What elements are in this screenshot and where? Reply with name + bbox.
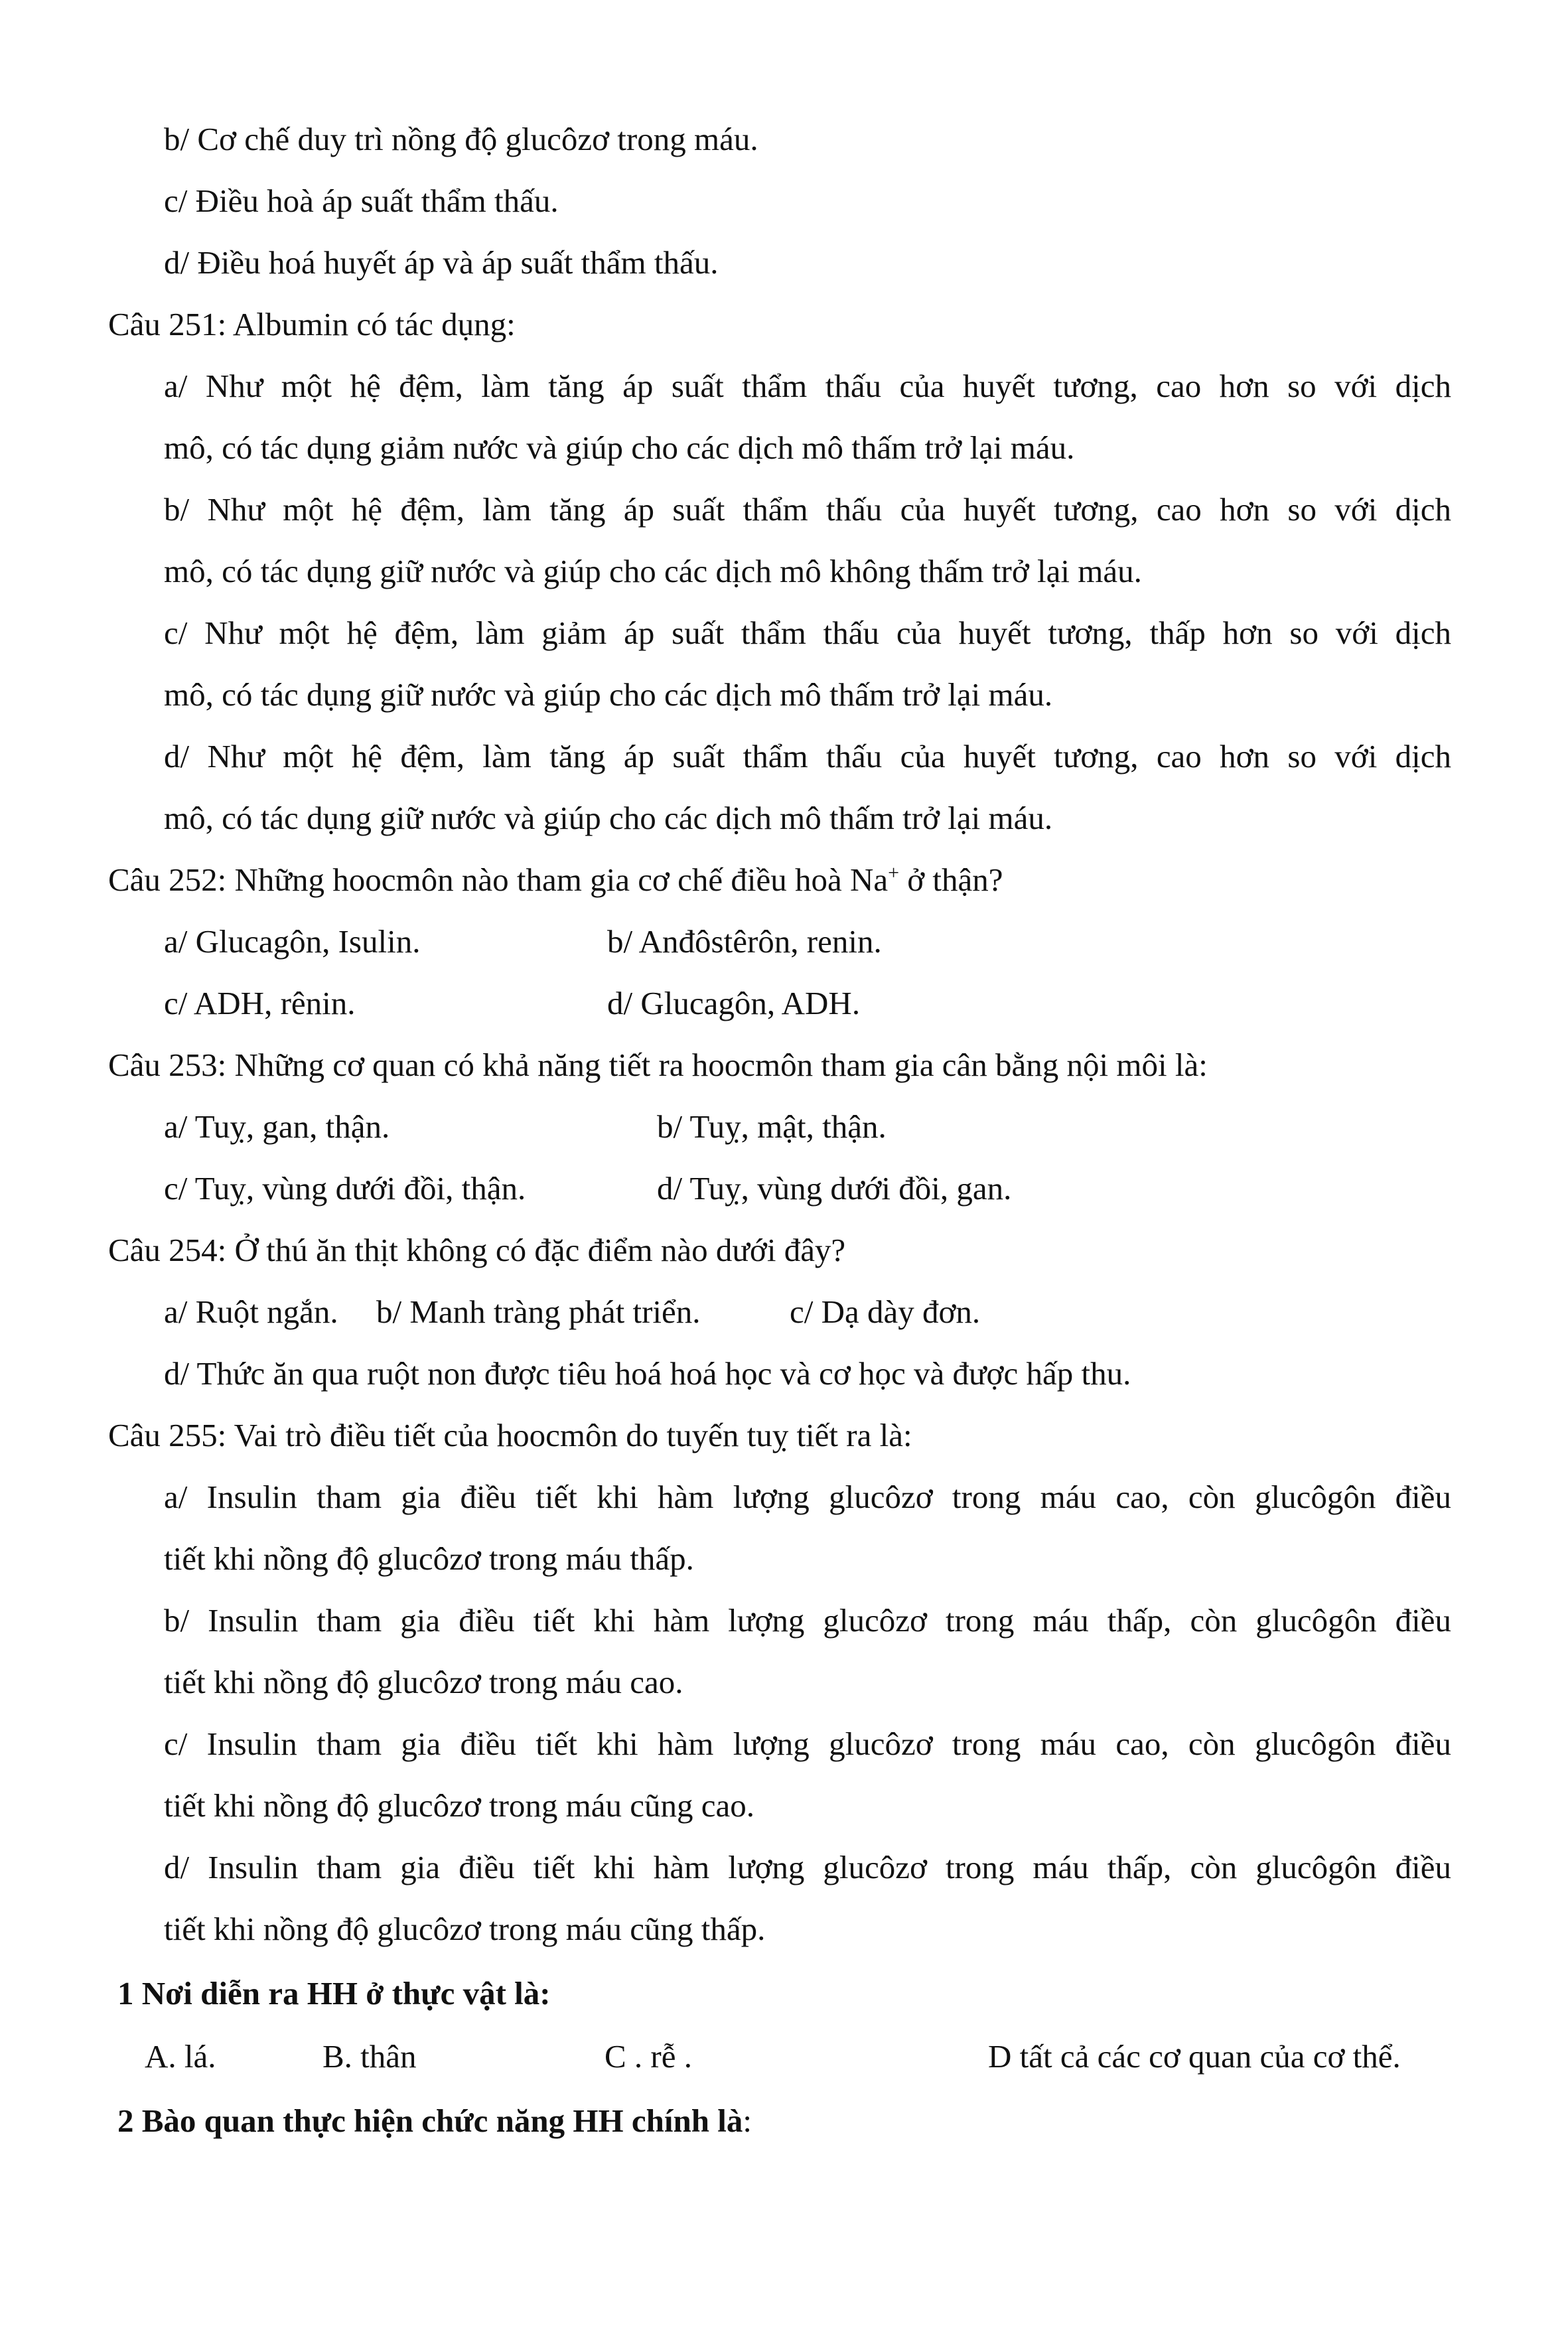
question-252	[108, 860, 1003, 900]
hh-question-1: 1 Nơi diễn ra HH ở thực vật là:	[117, 1975, 551, 2012]
q251-option-b-line2: mô, có tác dụng giữ nước và giúp cho các dịch mô không thấm trở lại máu.	[164, 553, 1142, 589]
q255-option-a-line2: tiết khi nồng độ glucôzơ trong máu thấp.	[164, 1540, 694, 1577]
q251-option-d-line2: mô, có tác dụng giữ nước và giúp cho các dịch mô thấm trở lại máu.	[164, 800, 1053, 836]
hh1-option-a: A. lá.	[145, 2038, 216, 2075]
q254-option-b: b/ Manh tràng phát triển.	[376, 1293, 701, 1330]
question-252-tail: ở thận?	[899, 861, 1003, 898]
q254-option-c: c/ Dạ dày đơn.	[790, 1293, 981, 1330]
q255-option-c-line1: c/ Insulin tham gia điều tiết khi hàm lượng glucôzơ trong máu cao, còn glucôgôn điều	[164, 1726, 1451, 1762]
q255-option-d-line2: tiết khi nồng độ glucôzơ trong máu cũng thấp.	[164, 1911, 766, 1947]
q251-option-c-line1: c/ Như một hệ đệm, làm giảm áp suất thẩm thấu của huyết tương, thấp hơn so với dịch	[164, 615, 1451, 651]
option-d: d/ Điều hoá huyết áp và áp suất thẩm thấu.	[164, 244, 719, 281]
q251-option-d-line1: d/ Như một hệ đệm, làm tăng áp suất thẩm thấu của huyết tương, cao hơn so với dịch	[164, 738, 1451, 774]
q251-option-b-line1: b/ Như một hệ đệm, làm tăng áp suất thẩm thấu của huyết tương, cao hơn so với dịch	[164, 491, 1451, 528]
q255-option-b-line1: b/ Insulin tham gia điều tiết khi hàm lượng glucôzơ trong máu thấp, còn glucôgôn điều	[164, 1602, 1451, 1639]
question-255: Câu 255: Vai trò điều tiết của hoocmôn do tuyến tuỵ tiết ra là:	[108, 1417, 912, 1453]
option-b: b/ Cơ chế duy trì nồng độ glucôzơ trong máu.	[164, 121, 758, 157]
q253-option-d: d/ Tuỵ, vùng dưới đồi, gan.	[657, 1170, 1012, 1207]
q251-option-c-line2: mô, có tác dụng giữ nước và giúp cho các dịch mô thấm trở lại máu.	[164, 676, 1053, 713]
q255-option-a-line1: a/ Insulin tham gia điều tiết khi hàm lượng glucôzơ trong máu cao, còn glucôgôn điều	[164, 1479, 1451, 1515]
q255-option-b-line2: tiết khi nồng độ glucôzơ trong máu cao.	[164, 1664, 683, 1700]
q252-option-b: b/ Anđôstêrôn, renin.	[607, 923, 882, 960]
q252-option-a: a/ Glucagôn, Isulin.	[164, 923, 421, 960]
q252-option-d: d/ Glucagôn, ADH.	[607, 985, 861, 1021]
q253-option-c: c/ Tuỵ, vùng dưới đồi, thận.	[164, 1170, 526, 1207]
hh-question-2-text: 2 Bào quan thực hiện chức năng HH chính là	[117, 2102, 743, 2139]
hh1-option-d: D tất cả các cơ quan của cơ thể.	[988, 2038, 1401, 2075]
q255-option-d-line1: d/ Insulin tham gia điều tiết khi hàm lượng glucôzơ trong máu thấp, còn glucôgôn điều	[164, 1849, 1451, 1885]
q251-option-a-line1: a/ Như một hệ đệm, làm tăng áp suất thẩm thấu của huyết tương, cao hơn so với dịch	[164, 368, 1451, 404]
q254-option-a: a/ Ruột ngắn.	[164, 1293, 338, 1330]
hh1-option-b: B. thân	[322, 2038, 417, 2075]
q255-option-c-line2: tiết khi nồng độ glucôzơ trong máu cũng cao.	[164, 1787, 755, 1824]
q251-option-a-line2: mô, có tác dụng giảm nước và giúp cho các dịch mô thấm trở lại máu.	[164, 429, 1075, 466]
hh1-option-c: C . rễ .	[605, 2038, 692, 2075]
hh-question-2-colon: :	[743, 2102, 752, 2139]
question-253: Câu 253: Những cơ quan có khả năng tiết ra hoocmôn tham gia cân bằng nội môi là:	[108, 1047, 1208, 1083]
q254-option-d: d/ Thức ăn qua ruột non được tiêu hoá hoá học và cơ học và được hấp thu.	[164, 1355, 1131, 1392]
hh-question-2	[117, 2101, 752, 2141]
question-251: Câu 251: Albumin có tác dụng:	[108, 306, 516, 342]
q252-option-c: c/ ADH, rênin.	[164, 985, 356, 1021]
question-254: Câu 254: Ở thú ăn thịt không có đặc điểm nào dưới đây?	[108, 1232, 846, 1268]
q253-option-a: a/ Tuỵ, gan, thận.	[164, 1108, 390, 1145]
superscript-plus: +	[888, 861, 900, 884]
option-c: c/ Điều hoà áp suất thẩm thấu.	[164, 183, 559, 219]
question-252-text: Câu 252: Những hoocmôn nào tham gia cơ chế điều hoà Na	[108, 861, 889, 898]
q253-option-b: b/ Tuỵ, mật, thận.	[657, 1108, 887, 1145]
